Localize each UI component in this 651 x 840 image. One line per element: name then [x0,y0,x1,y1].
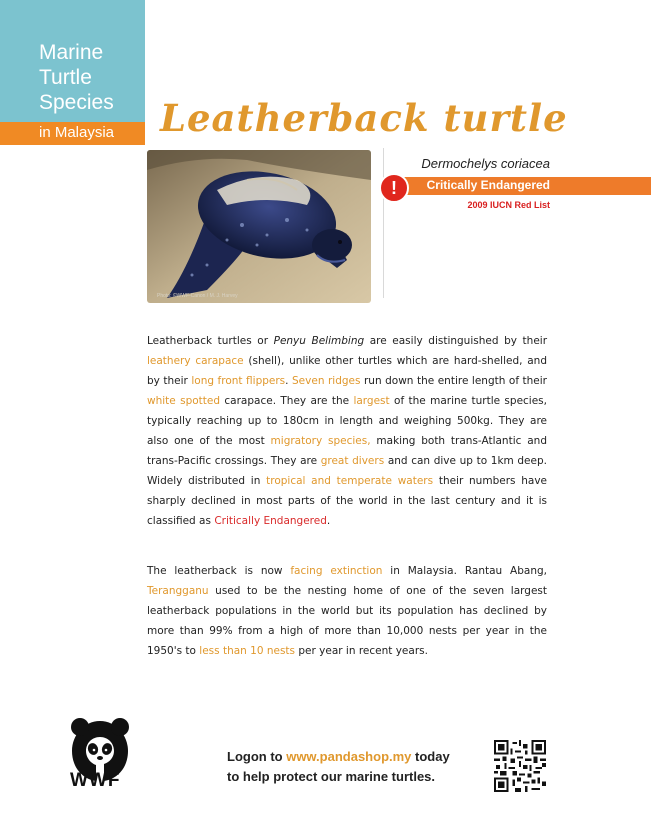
body-paragraph-1 [147,331,547,531]
body-text-segment: . [285,375,293,387]
cta-suffix: today [411,749,450,764]
wwf-logo-text: WWF [70,770,121,791]
sidebar-title-line: Turtle [39,66,92,89]
body-text-segment: are easily distinguished by their [364,335,548,347]
highlighted-text: largest [353,395,390,407]
page-title: Leatherback turtle [160,96,568,140]
turtle-illustration [147,150,371,303]
body-text-segment: carapace. They are the [220,395,354,407]
status-bar [389,177,651,195]
highlighted-text: Penyu Belimbing [273,335,365,347]
highlighted-text: white spotted [147,395,221,407]
body-text-segment: The leatherback is now [147,565,291,577]
country-band [0,122,145,145]
highlighted-text: tropical and temperate waters [266,475,434,487]
divider [383,148,384,298]
highlighted-text: Seven ridges [292,375,361,387]
body-text-segment: in Malaysia. Rantau Abang, [382,565,547,577]
body-text-segment: used to be the nesting home of one of the seven largest leatherback populations in the world but its population has declined by more than 99% from a high of more than 10,000 nests per year in the 1950's to [147,585,547,657]
qr-code-icon[interactable] [494,740,546,792]
status-label: Critically Endangered [426,178,550,192]
highlighted-text: leathery carapace [147,355,244,367]
sidebar-title-line: Species [39,91,114,114]
highlighted-text: less than 10 nests [199,645,296,657]
body-text-segment: . [326,515,331,527]
highlighted-text: facing extinction [290,565,383,577]
body-text-segment: run down the entire length of their [360,375,547,387]
body-paragraph-2 [147,561,547,661]
red-list-source: 2009 IUCN Red List [467,200,550,210]
cta-line-2: to help protect our marine turtles. [227,769,436,784]
website-link[interactable]: www.pandashop.my [286,749,412,764]
alert-icon: ! [379,173,409,203]
highlighted-text: long front flippers [191,375,286,387]
body-text-segment: (shell), unlike other turtles which are hard-shelled, and by their [147,355,547,387]
scientific-name: Dermochelys coriacea [421,156,550,171]
body-text-segment: their numbers have sharply declined in most parts of the world in the last century and it is classified as [147,475,547,527]
sidebar-title-line: Marine [39,41,104,64]
body-text-segment: and can dive up to 1km deep. Widely distributed in [147,455,547,487]
photo-credit: Photo: ©WWF-Canon / M. J. Harvey [157,293,238,299]
sidebar-title [39,40,143,115]
highlighted-text: migratory species, [270,435,371,447]
cta-line-1 [227,747,450,767]
highlighted-text: Terangganu [147,585,209,597]
body-text-segment: Leatherback turtles or [147,335,274,347]
turtle-photo [147,150,371,303]
highlighted-text: great divers [320,455,385,467]
call-to-action [227,747,450,787]
highlighted-text: Critically Endangered [214,515,327,527]
body-text-segment: making both trans-Atlantic and trans-Pacific crossings. They are [147,435,547,467]
body-text-segment: per year in recent years. [295,645,428,657]
body-text-segment: of the marine turtle species, typically reaching up to 180cm in length and weighing 500kg. They are also one of the most [147,395,547,447]
country-label: in Malaysia [39,124,115,141]
cta-prefix: Logon to [227,749,287,764]
